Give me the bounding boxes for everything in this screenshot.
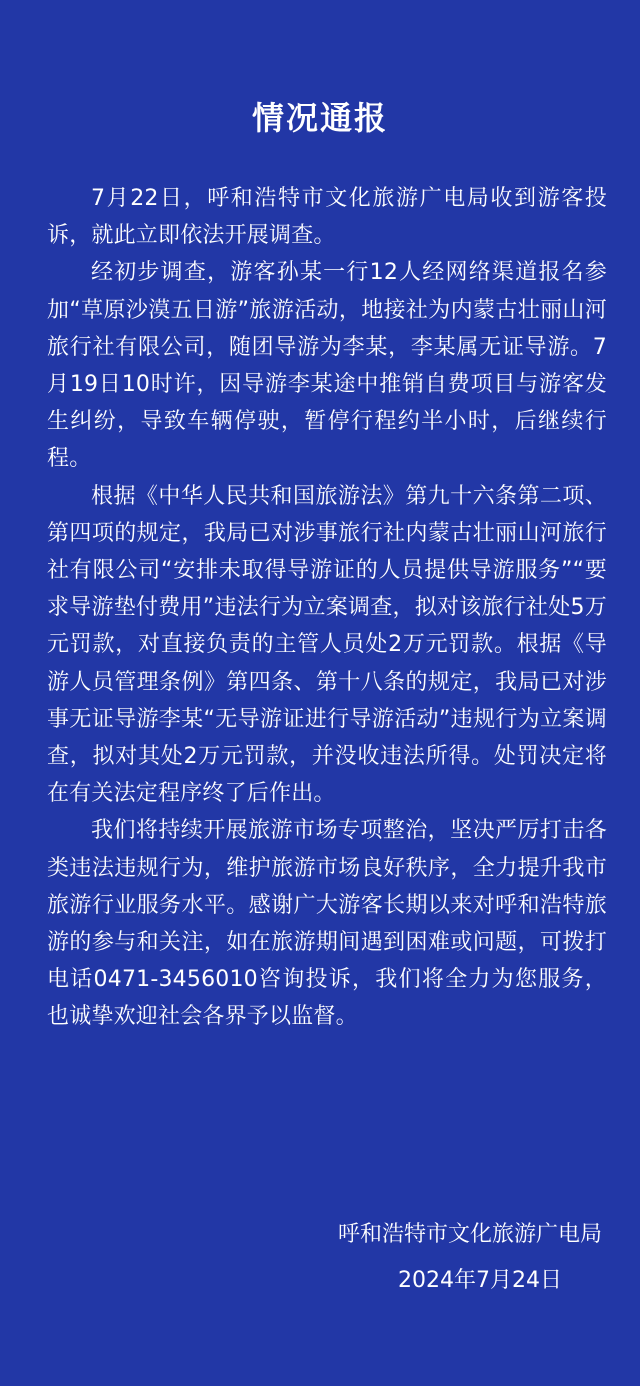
paragraph-complaint: 7月22日，呼和浩特市文化旅游广电局收到游客投诉，就此立即依法开展调查。 xyxy=(47,186,607,249)
signature-block xyxy=(338,1212,602,1304)
notice-title: 情况通报 xyxy=(251,99,388,137)
signature-organization: 呼和浩特市文化旅游广电局 xyxy=(337,1222,602,1247)
paragraph-penalties: 根据《中华人民共和国旅游法》第九十六条第二项、第四项的规定，我局已对涉事旅行社内蒙古壮丽山河旅行社有限公司“安排未取得导游证的人员提供导游服务”“要求导游垫付费用”违法行为立案调查，拟对该旅行社处5万元罚款，对直接负责的主管人员处2万元罚款。根据《导游人员管理条例》第四条、第十八条的规定，我局已对涉事无证导游李某“无导游证进行导游活动”违规行为立案调查，拟对其处2万元罚款，并没收违法所得。处罚决定将在有关法定程序终了后作出。 xyxy=(47,483,607,807)
paragraph-investigation: 经初步调查，游客孙某一行12人经网络渠道报名参加“草原沙漠五日游”旅游活动，地接社为内蒙古壮丽山河旅行社有限公司，随团导游为李某，李某属无证导游。7月19日10时许，因导游李某途中推销自费项目与游客发生纠纷，导致车辆停驶，暂停行程约半小时，后继续行程。 xyxy=(47,260,607,472)
paragraph-commitment: 我们将持续开展旅游市场专项整治，坚决严厉打击各类违法违规行为，维护旅游市场良好秩序，全力提升我市旅游行业服务水平。感谢广大游客长期以来对呼和浩特旅游的参与和关注，如在旅游期间遇到困难或问题，可拨打电话0471-3456010咨询投诉，我们将全力为您服务，也诚挚欢迎社会各界予以监督。 xyxy=(47,818,607,1030)
notice-body xyxy=(47,180,607,1036)
signature-date: 2024年7月24日 xyxy=(398,1268,562,1293)
